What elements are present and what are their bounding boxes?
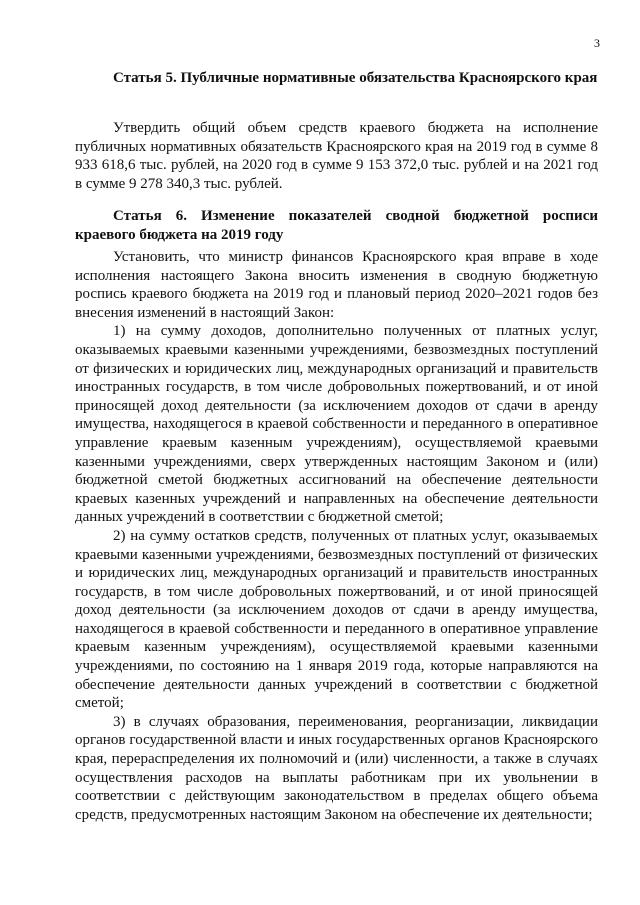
article-5-heading: Статья 5. Публичные нормативные обязательства Красноярского края	[113, 70, 598, 86]
article-6-item-2: 2) на сумму остатков средств, полученных от платных услуг, оказываемых краевыми казенными учреждениями, безвозмездных поступлений от физических и юридических лиц, международных организаций и правительств иностранных государств, в том числе добровольных пожертвований, и от иной приносящей доход деятельности (за исключением доходов от сдачи в аренду имущества, находящегося в краевой собственности и переданного в оперативное управление краевым казенным учреждениям), осуществляемой краевыми казенными учреждениями, по состоянию на 1 января 2019 года, которые направляются на обеспечение деятельности данных учреждений в соответствии с бюджетной сметой;	[75, 527, 598, 712]
article-6-intro: Установить, что министр финансов Красноярского края вправе в ходе исполнения настоящего Закона вносить изменения в сводную бюджетную роспись краевого бюджета на 2019 год и плановый период 2020–2021 годов без внесения изменений в настоящий Закон:	[75, 249, 598, 321]
article-5-body	[75, 119, 598, 193]
article-6-heading: Статья 6. Изменение показателей сводной бюджетной росписи краевого бюджета на 2019 году	[75, 208, 598, 243]
article-6-item-1: 1) на сумму доходов, дополнительно полученных от платных услуг, оказываемых краевыми казенными учреждениями, безвозмездных поступлений от физических и юридических лиц, международных организаций и правительств иностранных государств, в том числе добровольных пожертвований, и от иной приносящей доход деятельности (за исключением доходов от сдачи в аренду имущества, находящегося в краевой собственности и переданного в оперативное управление краевым казенным учреждениям), осуществляемой краевыми казенными учреждениями, сверх утвержденных настоящим Законом и (или) бюджетной сметой бюджетных ассигнований на обеспечение деятельности краевых казенных учреждений и направленных на обеспечение деятельности данных учреждений в соответствии с бюджетной сметой;	[75, 323, 598, 526]
article-6-item-3: 3) в случаях образования, переименования, реорганизации, ликвидации органов государственной власти и иных государственных органов Красноярского края, перераспределения их полномочий и (или) численности, а также в случаях осуществления расходов на выплаты работникам при их увольнении в соответствии с действующим законодательством в пределах общего объема средств, предусмотренных настоящим Законом на обеспечение их деятельности;	[75, 713, 598, 823]
article-5-paragraph: Утвердить общий объем средств краевого бюджета на исполнение публичных нормативных обязательств Красноярского края на 2019 год в сумме 8 933 618,6 тыс. рублей, на 2020 год в сумме 9 153 372,0 тыс. рублей и на 2021 год в сумме 9 278 340,3 тыс. рублей.	[75, 120, 598, 192]
article-6-body	[75, 248, 598, 824]
page-number: 3	[594, 36, 600, 50]
